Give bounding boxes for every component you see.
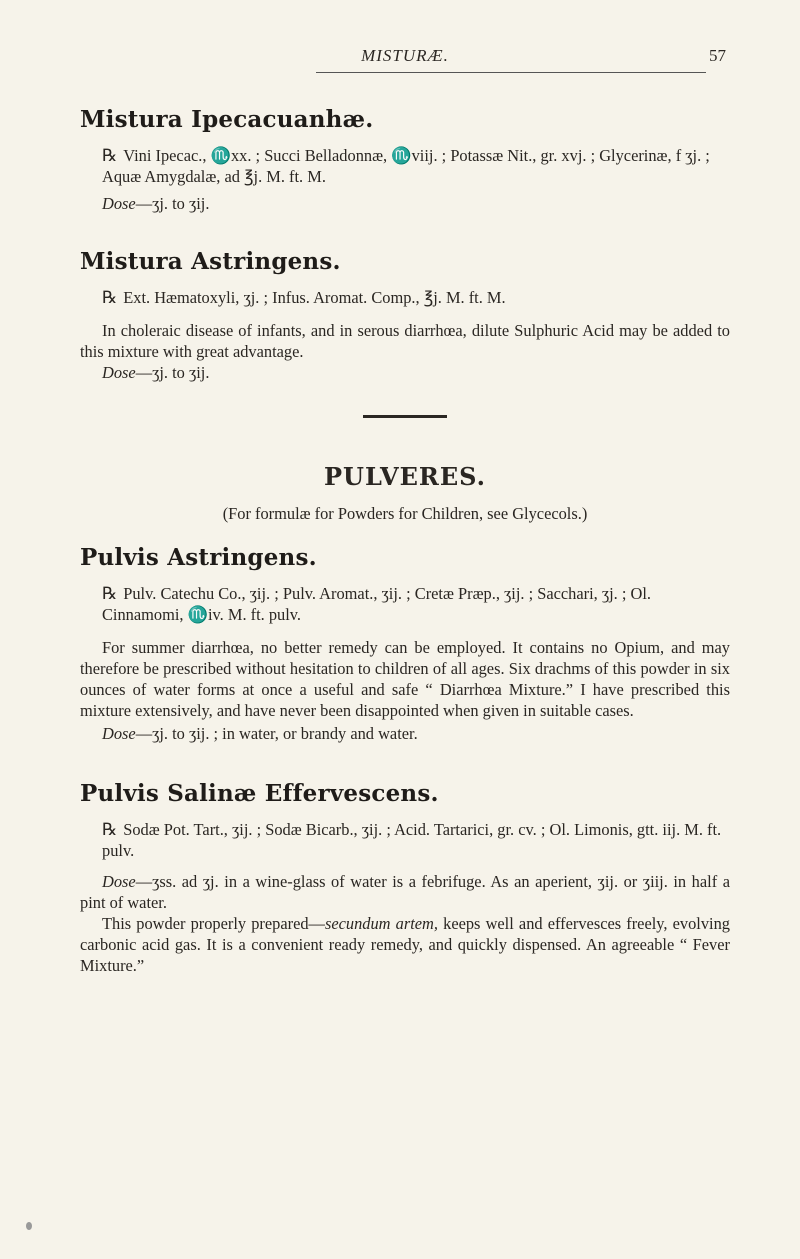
prescription [80,287,730,308]
part-title-pulveres: PULVERES. [324,462,486,491]
dose-line [80,193,730,214]
page-blemish [26,1222,32,1230]
section-title-mistura-astringens: Mistura Astringens. [80,248,341,275]
dose-text: —ʒss. ad ʒj. in a wine-glass of water is a febrifuge. As an aperient, ʒij. or ʒiij. in half a pint of water. [80,872,730,912]
dose-label: Dose [102,363,136,382]
dose-text: —ʒj. to ʒij. [135,363,210,382]
section-title-pulvis-astringens: Pulvis Astringens. [80,544,317,571]
dose-text: —ʒj. to ʒij. ; in water, or brandy and water. [135,724,418,743]
dose-label: Dose [102,872,136,891]
rx-symbol-icon: ℞ [102,584,118,603]
section-title-mistura-ipecacuanhae: Mistura Ipecacuanhæ. [80,106,374,133]
dose-line [80,362,730,383]
rx-symbol-icon: ℞ [102,146,118,165]
rx-symbol-icon: ℞ [102,820,118,839]
dose-label: Dose [102,194,136,213]
dose-paragraph [80,871,730,913]
running-head [80,42,730,72]
running-title: MISTURÆ. [361,46,449,65]
header-rule [316,72,706,73]
prescription [80,583,730,625]
section-title-pulvis-salinae-effervescens: Pulvis Salinæ Effervescens. [80,780,439,807]
body-paragraph: For summer diarrhœa, no better remedy can be employed. It contains no Opium, and may therefore be prescribed without hesitation to children of all ages. Six drachms of this powder in six ounces of water forms at once a useful and safe “ Diarrhœa Mixture.” I have prescribed this mixture extensively, and have never been disappointed when given in suitable cases. [80,638,730,720]
prescription [80,145,730,187]
body-text-italic: secundum artem, [324,914,438,933]
prescription-text: Ext. Hæmatoxyli, ʒj. ; Infus. Aromat. Comp., ℥j. M. ft. M. [123,288,506,307]
body-text-end: keeps well and effervesces freely, evolving carbonic acid gas. It is a convenient ready remedy, and quickly dispensed. An agreeable “ Fever Mixture.” [80,914,731,975]
prescription-text: Vini Ipecac., ♏xx. ; Succi Belladonnæ, ♏viij. ; Potassæ Nit., gr. xvj. ; Glycerinæ, f ʒj. ; Aquæ Amygdalæ, ad ℥j. M. ft. M. [102,146,710,186]
page-content [80,106,730,976]
cross-reference-note: (For formulæ for Powders for Children, see Glycecols.) [222,504,588,523]
page-number: 57 [709,46,726,65]
dose-label: Dose [102,724,136,743]
dose-text: —ʒj. to ʒij. [135,194,210,213]
prescription [80,819,730,861]
dose-line [80,723,730,744]
body-text-start: This powder properly prepared— [102,914,325,933]
body-paragraph [80,913,730,976]
section-divider [363,415,447,418]
rx-symbol-icon: ℞ [102,288,118,307]
prescription-text: Sodæ Pot. Tart., ʒij. ; Sodæ Bicarb., ʒij. ; Acid. Tartarici, gr. cv. ; Ol. Limonis, gtt. iij. M. ft. pulv. [102,820,722,860]
prescription-text: Pulv. Catechu Co., ʒij. ; Pulv. Aromat., ʒij. ; Cretæ Præp., ʒij. ; Sacchari, ʒj. ; Ol. Cinnamomi, ♏iv. M. ft. pulv. [102,584,652,624]
body-paragraph: In choleraic disease of infants, and in serous diarrhœa, dilute Sulphuric Acid may be added to this mixture with great advantage. [80,321,730,361]
